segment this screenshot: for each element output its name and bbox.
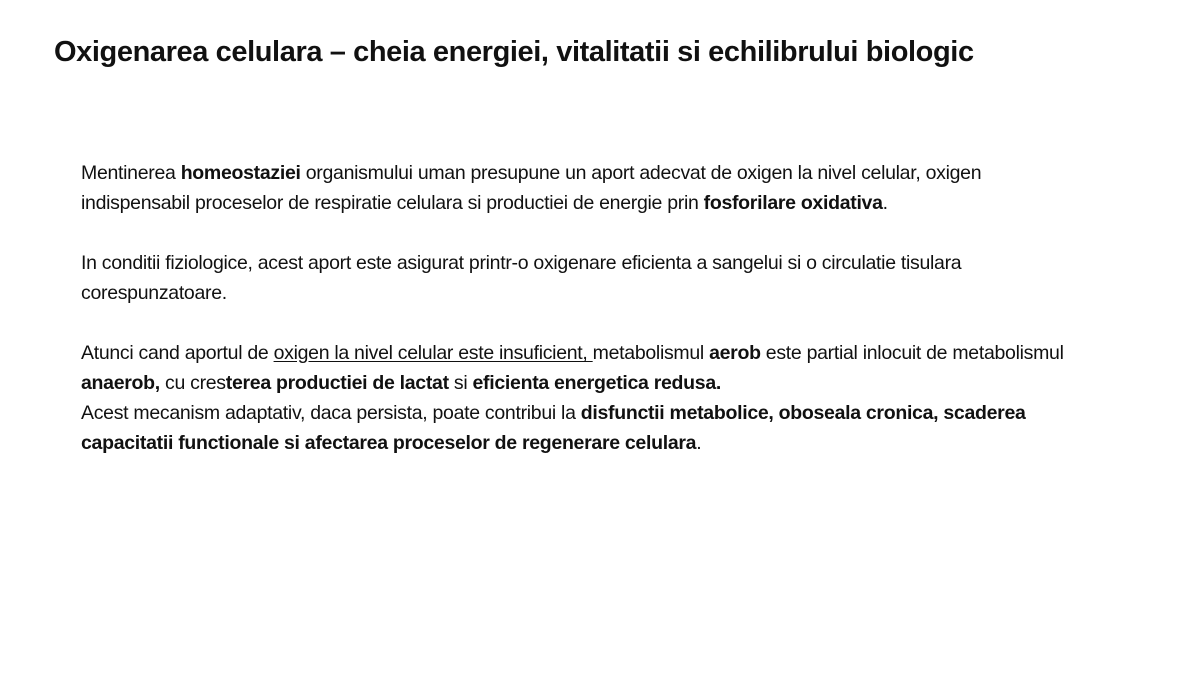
- text-run: .: [882, 192, 888, 214]
- paragraph-insufficient-oxygen: [81, 338, 1071, 398]
- bold-term-lactat: terea productiei de lactat: [225, 372, 449, 394]
- bold-term-anaerob: anaerob,: [81, 372, 160, 394]
- text-run: este partial inlocuit de metabolismul: [760, 342, 1064, 364]
- text-run: In conditii fiziologice, acest aport este asigurat printr-o oxigenare eficienta a sangelui si o circulatie tisulara corespunzatoare.: [81, 252, 962, 304]
- bold-term-homeostaziei: homeostaziei: [180, 162, 301, 184]
- text-run: cu cres: [159, 372, 226, 394]
- text-run: Atunci cand aportul de: [81, 342, 274, 364]
- slide-body: [81, 158, 1071, 458]
- text-run: Acest mecanism adaptativ, daca persista, poate contribui la: [81, 402, 581, 424]
- text-run: organismului uman presupune un aport adecvat de oxigen la nivel celular, oxigen indispensabil proceselor de respiratie celulara si productiei de energie prin: [81, 162, 982, 214]
- slide-title: Oxigenarea celulara – cheia energiei, vitalitatii si echilibrului biologic: [54, 36, 974, 68]
- bold-term-eficienta: eficienta energetica redusa.: [472, 372, 721, 394]
- bold-term-aerob: aerob: [709, 342, 761, 364]
- paragraph-gap: [81, 308, 1071, 338]
- text-run: .: [696, 432, 702, 454]
- paragraph-gap: [81, 218, 1071, 248]
- underlined-phrase: oxigen la nivel celular este insuficient,: [273, 342, 593, 364]
- paragraph-homeostasis: [81, 158, 1071, 218]
- text-run: Mentinerea: [81, 162, 181, 184]
- text-run: metabolismul: [592, 342, 710, 364]
- bold-term-disfunctii: disfunctii metabolice, oboseala cronica, scaderea capacitatii functionale si afectarea proceselor de regenerare celulara: [81, 402, 1026, 454]
- paragraph-adaptive-mechanism: [81, 398, 1071, 458]
- bold-term-fosforilare: fosforilare oxidativa: [703, 192, 883, 214]
- text-run: si: [448, 372, 473, 394]
- paragraph-physiology: [81, 248, 1071, 308]
